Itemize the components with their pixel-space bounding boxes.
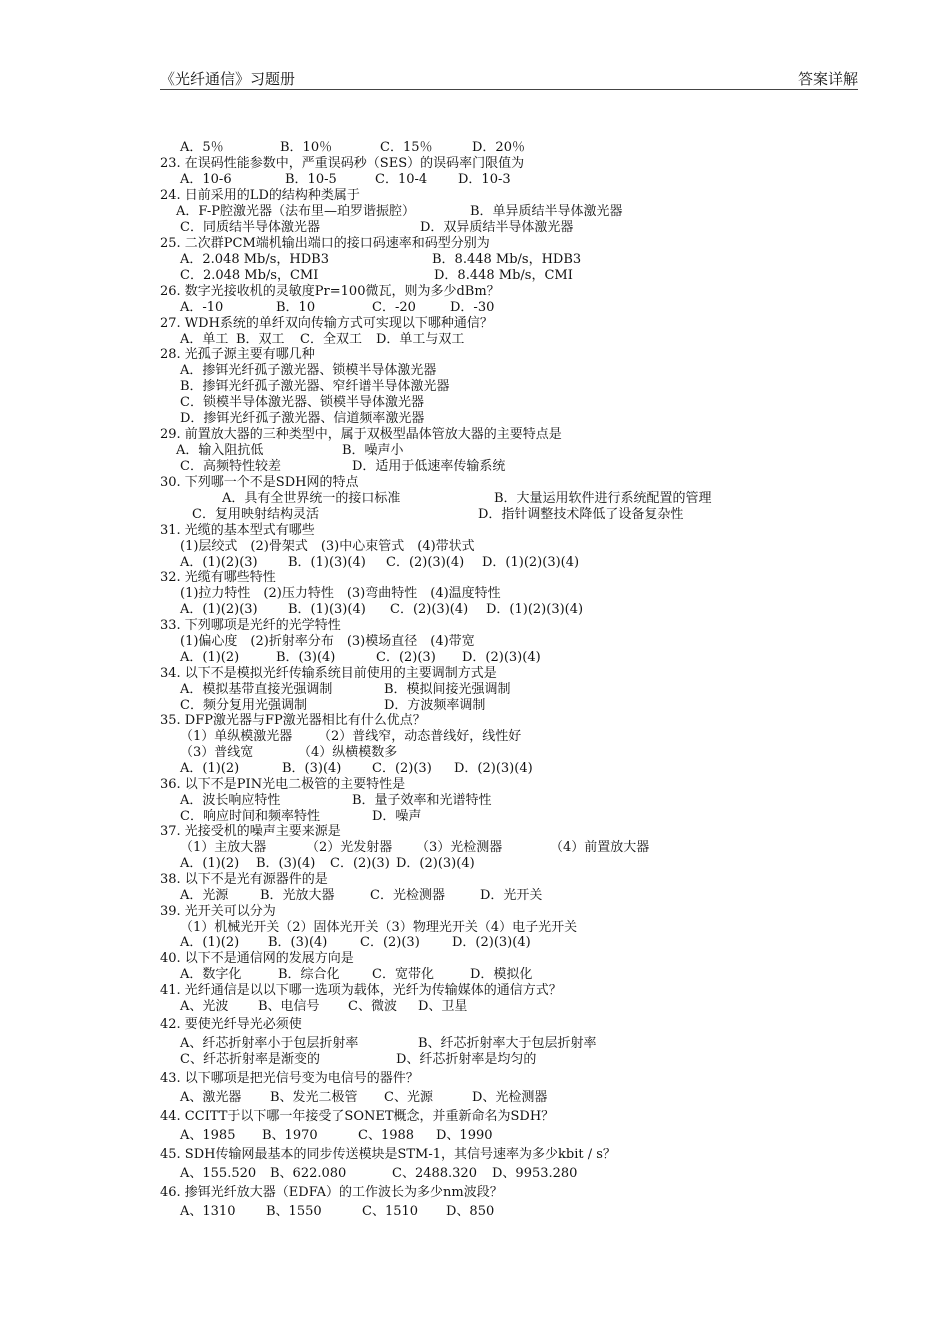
answer-option: C、1510 xyxy=(362,1204,419,1219)
question-stem: 43. 以下哪项是把光信号变为电信号的器件？ xyxy=(160,1071,419,1086)
question-stem: 39. 光开关可以分为 xyxy=(160,904,276,919)
answer-option: D．(1)(2)(3)(4) xyxy=(486,602,584,617)
answer-option: (1)层绞式 (2)骨架式 (3)中心束管式 (4)带状式 xyxy=(180,539,475,554)
answer-option: C．宽带化 xyxy=(372,967,434,982)
question-stem: 26. 数字光接收机的灵敏度Pr=100微瓦，则为多少dBm？ xyxy=(160,284,500,299)
question-stem: 36. 以下不是PIN光电二极管的主要特性是 xyxy=(160,777,406,792)
answer-option: D．方波频率调制 xyxy=(384,698,486,713)
answer-option: B．量子效率和光谱特性 xyxy=(352,793,492,808)
answer-option: C．(2)(3) xyxy=(330,856,390,871)
answer-option: B、发光二极管 xyxy=(270,1090,358,1105)
answer-option: B、622.080 xyxy=(270,1166,347,1181)
question-stem: 29. 前置放大器的三种类型中，属于双极型晶体管放大器的主要特点是 xyxy=(160,427,562,442)
answer-option: A．光源 xyxy=(180,888,229,903)
answer-option: C．2.048 Mb/s，CMI xyxy=(180,268,319,283)
answer-option: D、卫星 xyxy=(418,999,468,1014)
answer-option: A．2.048 Mb/s，HDB3 xyxy=(180,252,330,267)
answer-option: A、光波 xyxy=(180,999,229,1014)
answer-option: B．(3)(4) xyxy=(282,761,342,776)
answer-option: D．指针调整技术降低了设备复杂性 xyxy=(478,507,684,522)
answer-option: (1)偏心度 (2)折射率分布 (3)模场直径 (4)带宽 xyxy=(180,634,475,649)
answer-option: B．噪声小 xyxy=(342,443,404,458)
answer-option: （3）普线宽 xyxy=(180,745,254,760)
answer-option: D．双异质结半导体激光器 xyxy=(420,220,574,235)
answer-option: C．10-4 xyxy=(375,172,428,187)
answer-option: B．8.448 Mb/s，HDB3 xyxy=(432,252,582,267)
answer-option: A．(1)(2) xyxy=(180,935,240,950)
answer-option: D．(1)(2)(3)(4) xyxy=(482,555,580,570)
answer-option: A．(1)(2) xyxy=(180,761,240,776)
answer-option: A、1985 xyxy=(180,1128,236,1143)
question-stem: 24. 日前采用的LD的结构种类属于 xyxy=(160,188,360,203)
answer-option: A．具有全世界统一的接口标准 xyxy=(222,491,401,506)
answer-option: C．高频特性较差 xyxy=(180,459,281,474)
answer-option: B．10 xyxy=(276,300,316,315)
answer-option: C．(2)(3) xyxy=(372,761,432,776)
question-stem: 31. 光缆的基本型式有哪些 xyxy=(160,523,315,538)
answer-option: C．(2)(3) xyxy=(360,935,420,950)
answer-option: B．(1)(3)(4) xyxy=(288,555,366,570)
answer-option: C．(2)(3)(4) xyxy=(390,602,469,617)
answer-option: D．噪声 xyxy=(372,809,422,824)
answer-option: （1）机械光开关（2）固体光开关（3）物理光开关（4）电子光开关 xyxy=(180,920,578,935)
answer-option: D．8.448 Mb/s，CMI xyxy=(434,268,573,283)
question-stem: 37. 光接受机的噪声主要来源是 xyxy=(160,824,341,839)
answer-option: D．光开关 xyxy=(480,888,543,903)
answer-option: C．复用映射结构灵活 xyxy=(192,507,319,522)
answer-option: B．(3)(4) xyxy=(256,856,316,871)
answer-option: A．(1)(2)(3) xyxy=(180,602,258,617)
answer-option: A．(1)(2) xyxy=(180,650,240,665)
answer-option: C．(2)(3) xyxy=(376,650,436,665)
answer-option: C．锁模半导体激光器、锁模半导体激光器 xyxy=(180,395,424,410)
answer-option: A．模拟基带直接光强调制 xyxy=(180,682,333,697)
answer-option: D．10-3 xyxy=(458,172,511,187)
answer-option: B、电信号 xyxy=(258,999,320,1014)
answer-option: B．单异质结半导体激光器 xyxy=(470,204,623,219)
answer-option: A．F-P腔激光器（法布里—珀罗谐振腔） xyxy=(176,204,415,219)
answer-option: B．大量运用软件进行系统配置的管理 xyxy=(494,491,712,506)
question-stem: 33. 下列哪项是光纤的光学特性 xyxy=(160,618,341,633)
question-stem: 44. CCITT于以下哪一年接受了SONET概念，并重新命名为SDH？ xyxy=(160,1109,555,1124)
answer-option: C．响应时间和频率特性 xyxy=(180,809,320,824)
answer-option: D、850 xyxy=(446,1204,495,1219)
answer-option: A、1310 xyxy=(180,1204,236,1219)
answer-option: B、1970 xyxy=(262,1128,318,1143)
answer-option: A．输入阻抗低 xyxy=(176,443,264,458)
answer-option: D．模拟化 xyxy=(470,967,533,982)
answer-option: （2）光发射器 xyxy=(306,840,393,855)
question-stem: 28. 光孤子源主要有哪几种 xyxy=(160,347,315,362)
answer-option: C、光源 xyxy=(384,1090,433,1105)
answer-option: B．10-5 xyxy=(285,172,337,187)
answer-option: (1)拉力特性 (2)压力特性 (3)弯曲特性 (4)温度特性 xyxy=(180,586,501,601)
answer-option: D．(2)(3)(4) xyxy=(452,935,531,950)
answer-option: A、纤芯折射率小于包层折射率 xyxy=(180,1036,359,1051)
answer-option: D．适用于低速率传输系统 xyxy=(352,459,506,474)
question-stem: 27. WDH系统的单纤双向传输方式可实现以下哪种通信？ xyxy=(160,316,493,331)
answer-option: B．10％ xyxy=(280,140,333,155)
answer-option: B．综合化 xyxy=(278,967,340,982)
answer-option: D、9953.280 xyxy=(492,1166,578,1181)
answer-option: D、纤芯折射率是均匀的 xyxy=(396,1052,537,1067)
answer-option: A．(1)(2) xyxy=(180,856,240,871)
answer-option: C．15％ xyxy=(380,140,433,155)
answer-option: C．同质结半导体激光器 xyxy=(180,220,320,235)
header-rule xyxy=(160,89,858,90)
answer-option: A．数字化 xyxy=(180,967,242,982)
answer-option: B．光放大器 xyxy=(260,888,335,903)
answer-option: A．5％ xyxy=(180,140,224,155)
answer-option: （3）光检测器 xyxy=(416,840,503,855)
answer-option: B．掺铒光纤孤子激光器、窄纤谱半导体激光器 xyxy=(180,379,450,394)
page-header-title: 《光纤通信》习题册 xyxy=(160,70,296,88)
page-header-right: 答案详解 xyxy=(797,70,858,88)
answer-option: C、纤芯折射率是渐变的 xyxy=(180,1052,320,1067)
answer-option: C、1988 xyxy=(358,1128,415,1143)
answer-option: B．(3)(4) xyxy=(268,935,328,950)
answer-option: A．10-6 xyxy=(180,172,232,187)
question-stem: 38. 以下不是光有源器件的是 xyxy=(160,872,328,887)
question-stem: 41. 光纤通信是以以下哪一选项为载体，光纤为传输媒体的通信方式？ xyxy=(160,983,562,998)
answer-option: A．波长响应特性 xyxy=(180,793,281,808)
question-stem: 45. SDH传输网最基本的同步传送模块是STM-1，其信号速率为多少kbit / s？ xyxy=(160,1147,616,1162)
question-stem: 32. 光缆有哪些特性 xyxy=(160,570,276,585)
answer-option: B、纤芯折射率大于包层折射率 xyxy=(418,1036,597,1051)
answer-option: D．-30 xyxy=(450,300,495,315)
answer-option: C、2488.320 xyxy=(392,1166,477,1181)
answer-option: A、激光器 xyxy=(180,1090,242,1105)
answer-option: A．(1)(2)(3) xyxy=(180,555,258,570)
question-stem: 46. 掺铒光纤放大器（EDFA）的工作波长为多少nm波段？ xyxy=(160,1185,503,1200)
answer-option: C．全双工 xyxy=(300,332,362,347)
answer-option: B．双工 xyxy=(236,332,285,347)
question-stem: 23. 在误码性能参数中，严重误码秒（SES）的误码率门限值为 xyxy=(160,156,525,171)
answer-option: D、1990 xyxy=(436,1128,493,1143)
answer-option: B．(3)(4) xyxy=(276,650,336,665)
answer-option: D．(2)(3)(4) xyxy=(396,856,475,871)
answer-option: C．(2)(3)(4) xyxy=(386,555,465,570)
question-stem: 30. 下列哪一个不是SDH网的特点 xyxy=(160,475,359,490)
question-stem: 25. 二次群PCM端机输出端口的接口码速率和码型分别为 xyxy=(160,236,490,251)
answer-option: D．掺铒光纤孤子激光器、信道频率激光器 xyxy=(180,411,425,426)
answer-option: D．单工与双工 xyxy=(376,332,465,347)
question-stem: 35. DFP激光器与FP激光器相比有什么优点？ xyxy=(160,713,426,728)
answer-option: A．-10 xyxy=(180,300,224,315)
answer-option: B．(1)(3)(4) xyxy=(288,602,366,617)
answer-option: D．(2)(3)(4) xyxy=(454,761,533,776)
answer-option: B、1550 xyxy=(266,1204,322,1219)
question-stem: 42. 要使光纤导光必须使 xyxy=(160,1017,302,1032)
answer-option: （2）普线窄，动态普线好，线性好 xyxy=(318,729,522,744)
answer-option: A．单工 xyxy=(180,332,229,347)
answer-option: D、光检测器 xyxy=(472,1090,548,1105)
answer-option: A．掺铒光纤孤子激光器、锁模半导体激光器 xyxy=(180,363,437,378)
answer-option: C、微波 xyxy=(348,999,397,1014)
answer-option: D．20％ xyxy=(472,140,525,155)
answer-option: （1）单纵模激光器 xyxy=(180,729,293,744)
answer-option: （1）主放大器 xyxy=(180,840,267,855)
answer-option: A、155.520 xyxy=(180,1166,257,1181)
question-stem: 34. 以下不是模拟光纤传输系统目前使用的主要调制方式是 xyxy=(160,666,497,681)
answer-option: C．-20 xyxy=(372,300,416,315)
answer-option: C．频分复用光强调制 xyxy=(180,698,307,713)
question-stem: 40. 以下不是通信网的发展方向是 xyxy=(160,951,354,966)
answer-option: （4）前置放大器 xyxy=(550,840,650,855)
answer-option: D．(2)(3)(4) xyxy=(462,650,541,665)
answer-option: B．模拟间接光强调制 xyxy=(384,682,511,697)
answer-option: （4）纵横模数多 xyxy=(298,745,398,760)
answer-option: C．光检测器 xyxy=(370,888,445,903)
